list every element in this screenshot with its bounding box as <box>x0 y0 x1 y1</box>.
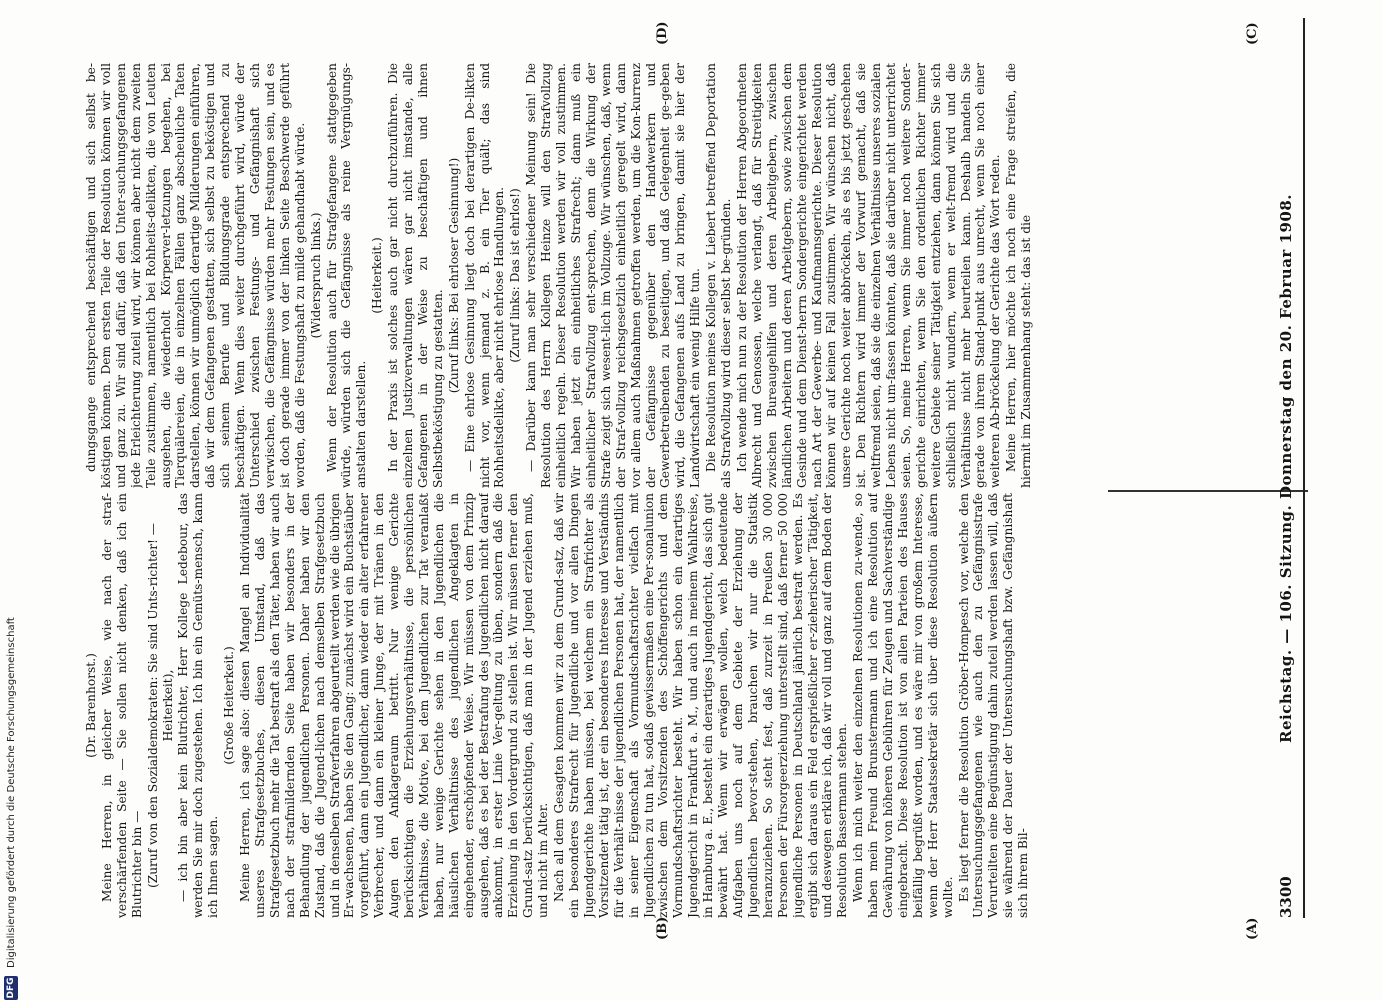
page-number: 3300 <box>1277 876 1295 918</box>
margin-marker-c: (C) <box>1245 22 1260 45</box>
right-column-paragraph: Wenn der Resolution auch für Strafgefangene stattgegeben würde, würden sich die Gefängnisse als reine Vergnügungs-anstalten darstellen. <box>324 63 369 488</box>
left-column-paragraph: Es liegt ferner die Resolution Gröber-Hompesch vor, welche den Untersuchungsgefangenen wie auch den zu Gefängnisstrafe Verurteilten eine Begünstigung dahin zuteil werden lassen will, daß sie während der Dauer der Untersuchungshaft bzw. Gefängnishaft sich ihrem Bil- <box>956 493 1031 918</box>
right-column-paragraph: — Eine ehrlose Gesinnung liegt doch bei derartigen De-likten nicht vor, wenn jemand z. B. ein Tier quält; das sind Rohheitsdelikte, aber nicht ehrlose Handlungen. <box>462 63 507 488</box>
text-columns <box>84 0 1274 1000</box>
left-column-paragraph: Wenn ich mich weiter den einzelnen Resolutionen zu-wende, so haben mein Freund Brunstermann und ich eine Resolution auf Gewährung von höheren Gebühren für Zeugen und Sachverständige eingebracht. Diese Resolution ist von allen Parteien des Hauses beifällig begrüßt worden, und es wäre mir von großem Interesse, wenn der Herr Staatssekretär sich über diese Resolution äußern wollte. <box>851 493 955 918</box>
margin-marker-b: (B) <box>655 916 670 940</box>
right-column-text <box>84 63 1274 488</box>
left-column-paragraph: (Große Heiterkeit.) <box>222 646 237 765</box>
header-rule <box>1303 18 1305 918</box>
left-column-paragraph: (Zuruf von den Sozialdemokraten: Sie sind Unts-richter! — Heiterkeit), <box>145 523 175 889</box>
left-column-paragraph: Meine Herren, in gleicher Weise, wie nach der straf-verschärfenden Seite — Sie sollen nicht denken, daß ich ein Blutrichter bin — <box>99 493 144 918</box>
dfg-logo: DFG <box>6 977 16 999</box>
right-column-paragraph: dungsgange entsprechend beschäftigen und sich selbst be-köstigen können. Dem ersten Teile der Resolution können wir voll und ganz zu. Wir sind dafür, daß den Unter-suchungsgefangenen jede Erleichterung zuteil wird, wir können aber nicht dem zweiten Teile zustimmen, namentlich bei Rohheits-delikten, die von Leuten ausgehen, die wiederholt Körperver-letzungen begehen, bei Tierquälereien, die in einzelnen Fällen ganz abscheuliche Taten darstellen, können wir unmöglich derartige Milderungen einführen, daß wir dem Gefangenen gestatten, sich selbst zu beköstigen und sich seinem Berufe und Bildungsgrade entsprechend zu beschäftigen. Wenn dies weiter durchgeführt wird, würde der Unterschied zwischen Festungs- und Gefängnishaft sich verwischen, die Gefängnisse würden mehr Festungen sein, und es ist doch gerade immer von der linken Seite Beschwerde geführt worden, daß die Festungshaft zu milde gehandhabt würde. <box>84 63 307 488</box>
right-column-paragraph: (Zuruf links: Das ist ehrlos!) <box>508 188 523 363</box>
left-column-paragraph: Meine Herren, ich sage also: diesen Mangel an Individualität unseres Strafgesetzbuches, diesen Umstand, daß das Strafgesetzbuch mehr die Tat bestraft als den Täter, haben wir auch nach der strafmildernden Seite haben wir besonders in der Behandlung der jugendlichen Personen. Daher haben wir den Zustand, daß die Jugend-lichen nach demselben Strafgesetzbuch und in denselben Strafverfahren abgeurteilt werden wie die übrigen Er-wachsenen, haben Sie den Gang: zunächst wird ein Buchstäuber vorgeführt, dann ein Jugendlicher, dann wieder ein alter erfahrener Verbrecher, und dann ein kleiner Junge, der mit Tränen in den Augen den Anklageraum betritt. Nur wenige Gerichte berücksichtigen die Erziehungsverhältnisse, die persönlichen Verhältnisse, die Motive, bei dem Jugendlichen zur Tat veranlaßt haben, nur wenige Gerichte sehen in den Jugendlichen die häuslichen Verhältnisse des jugendlichen Angeklagten in eingehender, erschöpfender Weise. Wir müssen von dem Prinzip ausgehen, daß es bei der Bestrafung des Jugendlichen nicht darauf ankommt, in erster Linie Ver-geltung zu üben, sondern daß die Erziehung in den Vordergrund zu stellen ist. Wir müssen ferner den Grund-satz berücksichtigen, daß man in der Jugend erziehen muß, und nicht im Alter. <box>238 493 551 918</box>
footer-credit-text: Digitalisierung gefördert durch die Deutsche Forschungsgemeinschaft <box>6 617 17 968</box>
right-column-paragraph: (Heiterkeit.) <box>370 237 385 314</box>
right-column-paragraph: Die Resolution meines Kollegen v. Liebert betreffend Deportation als Strafvollzug wird dieser selbst be-gründen. <box>704 63 734 488</box>
page-header <box>1273 18 1301 918</box>
left-column-paragraph: — ich bin aber kein Blutrichter, Herr Kollege Ledebour, das werden Sie mir doch zugestehen. Ich bin ein Gemüts-mensch, kann ich Ihnen sagen. <box>176 493 221 918</box>
digitization-footer <box>6 0 20 1000</box>
speaker-label: (Dr. Barenhorst.) <box>84 653 98 758</box>
right-column-paragraph: (Zuruf links: Bei ehrloser Gesinnung!) <box>446 157 461 394</box>
margin-marker-a: (A) <box>1245 917 1260 940</box>
right-column-paragraph: Meine Herren, hier möchte ich noch eine Frage streifen, die hiermit im Zusammenhang steht: das ist die <box>1004 63 1034 488</box>
left-column-text <box>84 493 1274 918</box>
right-column-paragraph: Ich wende mich nun zu der Resolution der Herren Abgeordneten Albrecht und Genossen, welche verlangt, daß für Streitigkeiten zwischen Bureaugehilfen und deren Arbeitgebern, zwischen ländlichen Arbeitern und deren Arbeitgebern, sowie zwischen dem Gesinde und dem Dienst-herrn Sondergerichte eingerichtet werden nach Art der Gewerbe- und Kaufmannsgerichte. Dieser Resolution können wir auf keinen Fall zustimmen. Wir wünschen nicht, daß unsere Gerichte noch weiter abbröckeln, als es bis jetzt geschehen ist. Den Richtern wird immer der Vorwurf gemacht, daß sie weltfremd seien, daß sie die einzelnen Verhältnisse unseres sozialen Lebens nicht um-fassen könnten, daß sie darüber nicht unterrichtet seien. So, meine Herren, wenn Sie immer noch weitere Sonder-gerichte einrichten, wenn Sie den ordentlichen Richter immer weitere Gebiete seiner Tätigkeit entziehen, dann können Sie sich schließlich nicht wundern, wenn er welt-fremd wird und die Verhältnisse nicht mehr beurteilen kann. Deshalb handeln Sie gerade von ihrem Stand-punkt aus unrecht, wenn Sie noch einer weiteren Ab-bröckelung der Gerichte das Wort reden. <box>734 63 1003 488</box>
left-column-paragraph: Nach all dem Gesagten kommen wir zu dem Grund-satz, daß wir ein besonderes Strafrecht für Jugendliche und vor allen Dingen Jugendgerichte haben müssen, bei welchem ein Strafrichter als Vorsitzender tätig ist, der ein besonderes Interesse und Verständnis für die Verhält-nisse der jugendlichen Personen hat, der namentlich in seiner Eigenschaft als Vormundschaftsrichter vielfach mit Jugendlichen zu tun hat, sodaß gewissermaßen eine Per-sonalunion zwischen dem Vorsitzenden des Schöffengerichts und dem Vormundschaftsrichter besteht. Wir haben schon ein derartiges Jugendgericht in Frankfurt a. M., und auch in meinem Wahlkreise, in Hamburg a. E., besteht ein derartiges Jugendgericht, das sich gut bewährt hat. Wenn wir erwägen wollen, welch bedeutende Aufgaben uns noch auf dem Gebiete der Erziehung der Jugendlichen bevor-stehen, brauchen wir nur die Statistik heranzuziehen. So steht fest, daß zurzeit in Preußen 30 000 Personen der Fürsorgeerziehung unterstellt sind, daß ferner 50 000 jugendliche Personen in Deutschland jährlich bestraft werden. Es ergibt sich daraus ein Feld ersprießlicher er-zieherischer Tätigkeit, und deswegen erkläre ich, daß wir voll und ganz auf dem Boden der Resolution Bassermann stehen. <box>552 493 850 918</box>
right-column-paragraph: — Darüber kann man sehr verschiedener Meinung sein! Die Resolution des Herrn Kollegen Heinze will den Strafvollzug einheitlich regeln. Dieser Resolution werden wir voll zustimmen. Wir haben jetzt ein einheitliches Strafrecht; dann muß ein einheitlicher Strafvollzug ent-sprechen, denn die Wirkung der Strafe zeigt sich wesent-lich im Vollzuge. Wir wünschen, daß, wenn der Straf-vollzug reichsgesetzlich einheitlich geregelt wird, dann vor allem auch Maßnahmen getroffen werden, um die Kon-kurrenz der Gefängnisse gegenüber den Handwerkern und Gewerbetreibenden zu beseitigen, und daß Gelegenheit ge-geben wird, die Gefangenen aufs Land zu bringen, damit sie hier der Landwirtschaft ein wenig Hilfe tun. <box>524 63 703 488</box>
right-column-paragraph: In der Praxis ist solches auch gar nicht durchzuführen. Die einzelnen Justizverwaltungen wären gar nicht imstande, alle Gefangenen in der Weise zu beschäftigen und ihnen Selbstbeköstigung zu gestatten. <box>386 63 445 488</box>
page-title: Reichstag. — 106. Sitzung. Donnerstag den 20. Februar 1908. <box>1277 193 1295 743</box>
left-column <box>84 493 1274 918</box>
right-column-paragraph: (Widerspruch links.) <box>308 212 323 339</box>
margin-marker-d: (D) <box>655 21 670 45</box>
right-column <box>84 63 1274 488</box>
